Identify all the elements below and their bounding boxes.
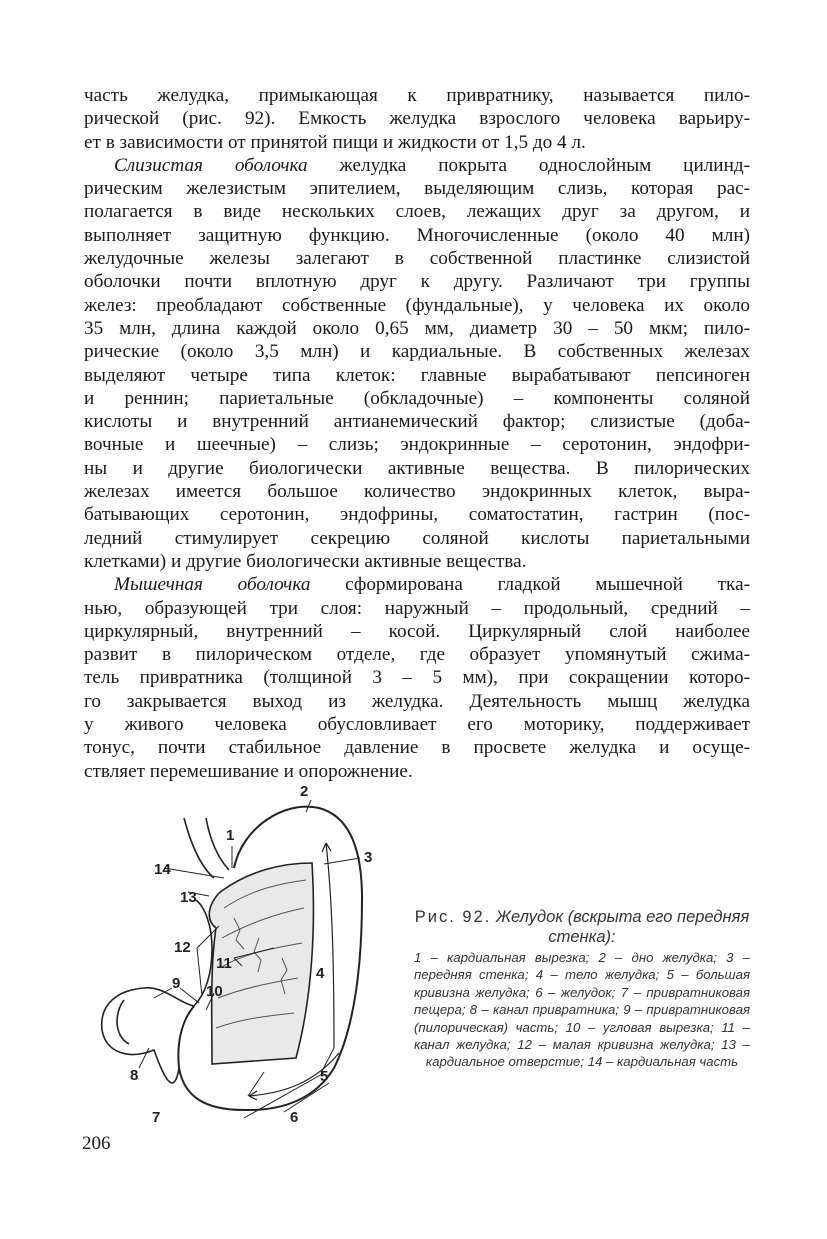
text-line: ны и другие биологически активные вещества. В пилорических [84, 457, 750, 479]
text-line: Слизистая оболочка желудка покрыта однослойным цилинд- [114, 154, 750, 176]
term-mucosa: Слизистая оболочка [114, 154, 308, 176]
text-line: ствляет перемешивание и опорожнение. [84, 760, 413, 782]
text-line: нью, образующей три слоя: наружный – продольный, средний – [84, 597, 750, 619]
text-line: 35 млн, длина каждой около 0,65 мм, диаметр 30 – 50 мкм; пило- [84, 317, 750, 339]
text-line: выделяют четыре типа клеток: главные вырабатывают пепсиноген [84, 364, 750, 386]
term-muscular: Мышечная оболочка [114, 574, 311, 596]
label-6: 6 [290, 1109, 299, 1126]
body-text [84, 84, 750, 783]
text-line: у живого человека обусловливает его моторику, поддерживает [84, 714, 750, 736]
label-3: 3 [364, 849, 373, 866]
text-line: тонус, почти стабильное давление в просвете желудка и осуще- [84, 737, 750, 759]
label-8: 8 [130, 1067, 139, 1084]
paragraph-mucosa [84, 154, 750, 573]
paragraph-1 [84, 84, 750, 154]
text-line: рические (около 3,5 млн) и кардиальные. В собственных железах [84, 341, 750, 363]
caption-label: Рис. 92. [414, 908, 492, 926]
text-line: развит в пилорическом отделе, где образует упомянутый сжима- [84, 644, 750, 666]
text-line: желез: преобладают собственные (фундальные), у человека их около [84, 294, 750, 316]
paragraph-muscular [84, 573, 750, 783]
text-line: тель привратника (толщиной 3 – 5 мм), при сокращении которо- [84, 667, 750, 689]
text-line: вочные и шеечные) – слизь; эндокринные – серотонин, эндофри- [84, 434, 750, 456]
page-number: 206 [82, 1133, 111, 1154]
stomach-illustration [84, 778, 404, 1128]
text-line: часть желудка, примыкающая к привратнику, называется пило- [84, 85, 750, 106]
label-4: 4 [316, 965, 325, 982]
text-line: ледний стимулирует секрецию соляной кислоты париетальными [84, 527, 750, 549]
text-line: кислоты и внутренний антианемический фактор; слизистые (доба- [84, 411, 750, 433]
label-1: 1 [226, 827, 235, 844]
label-9: 9 [172, 975, 181, 992]
text-line: Мышечная оболочка сформирована гладкой мышечной тка- [114, 574, 750, 596]
text-line: циркулярный, внутренний – косой. Циркулярный слой наиболее [84, 620, 750, 642]
text-line: ет в зависимости от принятой пищи и жидкости от 1,5 до 4 л. [84, 131, 586, 153]
text-line: и реннин; париетальные (обкладочные) – компоненты соляной [84, 387, 750, 409]
text-line: желудочные железы залегают в собственной пластинке слизистой [84, 248, 750, 270]
label-5: 5 [320, 1068, 329, 1085]
label-7: 7 [152, 1109, 161, 1126]
text-line: выполняет защитную функцию. Многочисленные (около 40 млн) [84, 224, 750, 246]
label-11: 11 [216, 955, 232, 972]
text-line: го закрывается выход из желудка. Деятельность мышц желудка [84, 690, 750, 712]
text-line: батывающих серотонин, эндофрины, соматостатин, гастрин (пос- [84, 504, 750, 526]
esophagus [184, 818, 214, 878]
label-13: 13 [180, 889, 197, 906]
text-line: оболочки почти вплотную друг к другу. Различают три группы [84, 271, 750, 293]
label-10: 10 [206, 983, 223, 1000]
text-line: рической (рис. 92). Емкость желудка взрослого человека варьиру- [84, 108, 750, 130]
text-line: железах имеется большое количество эндокринных клеток, выра- [84, 481, 750, 503]
text-line: полагается в виде нескольких слоев, лежащих друг за другом, и [84, 201, 750, 223]
label-2: 2 [300, 783, 309, 800]
text-line: рическим железистым эпителием, выделяющим слизь, которая рас- [84, 178, 750, 200]
figure-caption [414, 907, 750, 1071]
caption-title [414, 907, 750, 947]
text-line: клетками) и другие биологически активные вещества. [84, 550, 527, 572]
label-14: 14 [154, 861, 171, 878]
caption-legend: 1 – кардиальная вырезка; 2 – дно желудка; 3 – передняя стенка; 4 – тело желудка; 5 – большая кривизна желудка; 6 – желудок; 7 – привратниковая пещера; 8 – канал привратника; 9 – привратниковая (пилорическая) часть; 10 – угловая вырезка; 11 – канал желудка; 12 – малая кривизна желудка; 13 – кардиальное отверстие; 14 – кардиальная часть [414, 950, 750, 1070]
caption-title-text: Желудок (вскрыта его передняя стенка): [495, 908, 750, 946]
label-12: 12 [174, 939, 191, 956]
